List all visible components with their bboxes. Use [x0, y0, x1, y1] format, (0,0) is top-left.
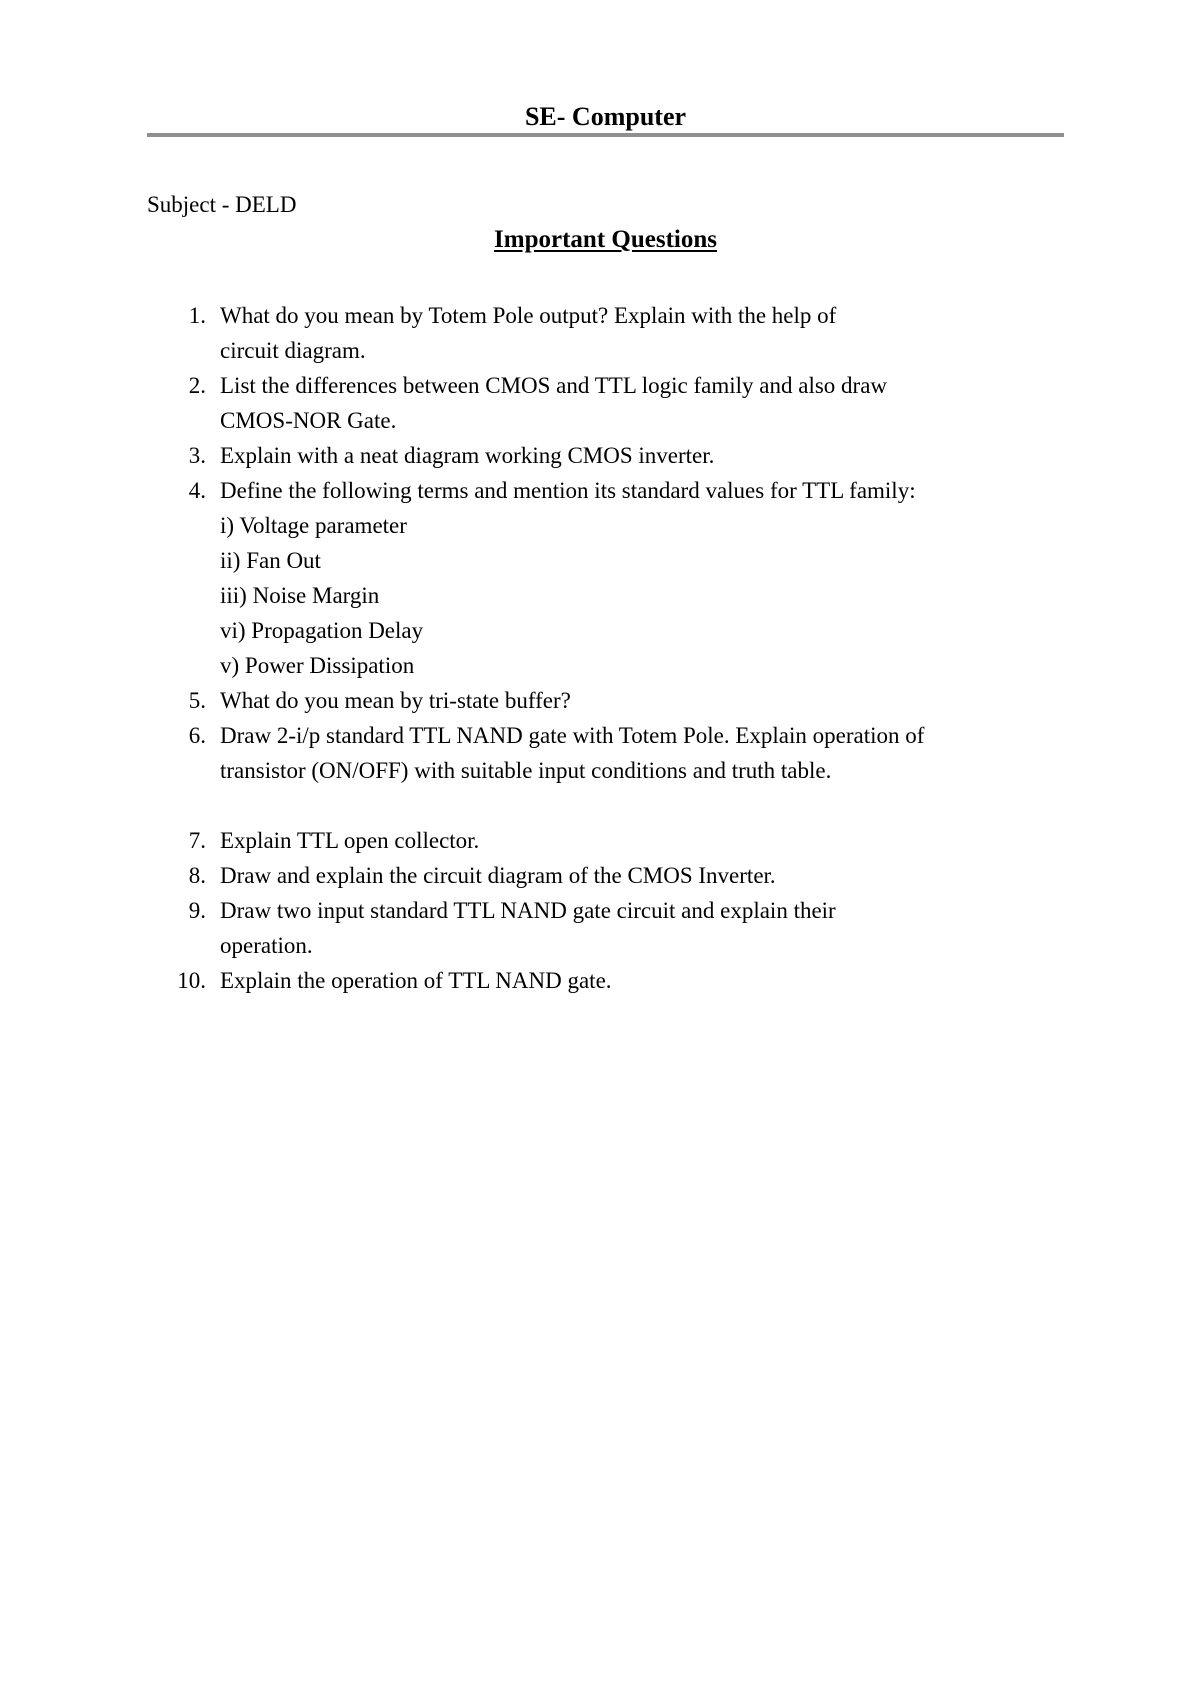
heading-text: Important Questions: [494, 226, 717, 253]
sub-item-power-dissipation: v) Power Dissipation: [220, 653, 415, 678]
page-heading: [147, 224, 1064, 256]
question-item: [170, 893, 1070, 963]
question-text: CMOS-NOR Gate.: [220, 408, 397, 433]
sub-item-propagation-delay: vi) Propagation Delay: [220, 618, 424, 643]
question-text: circuit diagram.: [220, 338, 366, 363]
question-text: Explain with a neat diagram working CMOS inverter.: [220, 443, 715, 468]
question-item: [170, 718, 1070, 788]
question-text: Draw 2-i/p standard TTL NAND gate with Totem Pole. Explain operation of: [220, 723, 925, 748]
question-text: transistor (ON/OFF) with suitable input conditions and truth table.: [220, 758, 832, 783]
question-number: 10.: [177, 968, 206, 993]
sub-item-noise-margin: iii) Noise Margin: [220, 583, 380, 608]
question-text: List the differences between CMOS and TTL logic family and also draw: [220, 373, 888, 398]
question-text: Explain the operation of TTL NAND gate.: [220, 968, 612, 993]
question-item: [170, 473, 1070, 683]
sub-item-fan-out: ii) Fan Out: [220, 548, 321, 573]
question-number: 4.: [188, 478, 206, 503]
question-number: 6.: [188, 723, 206, 748]
subject-label: Subject - DELD: [147, 192, 297, 217]
question-text: Draw and explain the circuit diagram of the CMOS Inverter.: [220, 863, 776, 888]
question-text: Explain TTL open collector.: [220, 828, 480, 853]
question-number: 9.: [188, 898, 206, 923]
page-header-title: SE- Computer: [524, 102, 687, 131]
question-item: [170, 823, 1070, 858]
question-number: 7.: [188, 828, 206, 853]
question-item: [170, 683, 1070, 718]
question-item: [170, 298, 1070, 368]
question-text: Define the following terms and mention its standard values for TTL family:: [220, 478, 916, 503]
question-text: operation.: [220, 933, 313, 958]
question-text: Draw two input standard TTL NAND gate circuit and explain their: [220, 898, 836, 923]
question-number: 1.: [188, 303, 206, 328]
question-number: 2.: [188, 373, 206, 398]
sub-item-voltage-parameter: i) Voltage parameter: [220, 513, 407, 538]
question-number: 5.: [188, 688, 206, 713]
question-item: [170, 858, 1070, 893]
header-divider: [147, 133, 1064, 137]
questions-list: [170, 298, 1070, 998]
question-item: [170, 963, 1070, 998]
question-item: [170, 368, 1070, 438]
question-text: What do you mean by tri-state buffer?: [220, 688, 571, 713]
question-item: [170, 438, 1070, 473]
question-text: What do you mean by Totem Pole output? Explain with the help of: [220, 303, 837, 328]
question-number: 3.: [188, 443, 206, 468]
question-number: 8.: [188, 863, 206, 888]
